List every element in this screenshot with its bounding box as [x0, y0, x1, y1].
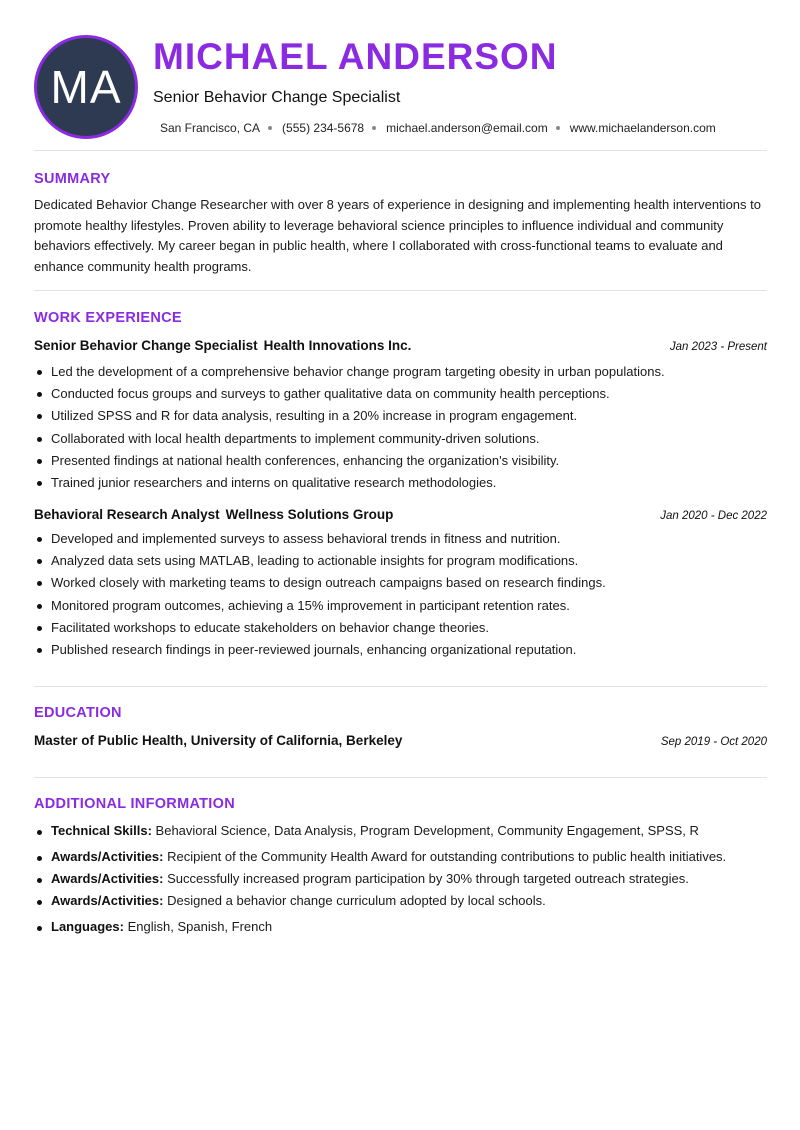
job-company: Health Innovations Inc.	[263, 338, 412, 353]
item-text: Designed a behavior change curriculum adopted by local schools.	[167, 893, 546, 908]
item-label: Awards/Activities:	[51, 849, 164, 864]
contact-location: San Francisco, CA	[160, 121, 261, 135]
separator-dot-icon	[556, 126, 560, 130]
job-bullets	[34, 528, 769, 661]
separator-dot-icon	[372, 126, 376, 130]
education-entry	[34, 733, 767, 748]
avatar-initials: MA	[50, 61, 122, 113]
education-heading: EDUCATION	[34, 705, 122, 721]
job-header	[34, 338, 767, 353]
additional-info-heading: ADDITIONAL INFORMATION	[34, 796, 235, 812]
job-position: Senior Behavior Change Specialist	[34, 338, 258, 353]
contact-phone: (555) 234-5678	[282, 121, 365, 135]
summary-text: Dedicated Behavior Change Researcher with over 8 years of experience in designing and implementing health interventions to promote healthy lifestyles. Proven ability to leverage behavioral science principles to influence individual and community behaviors effectively. My career began in public health, where I collaborated with cross-functional teams to evaluate and enhance community health programs.	[34, 197, 761, 274]
list-item	[34, 823, 699, 838]
list-item	[34, 919, 272, 934]
list-item: Presented findings at national health conferences, enhancing the organization's visibility.	[34, 450, 769, 472]
summary-heading: SUMMARY	[34, 171, 111, 187]
job-dates: Jan 2020 - Dec 2022	[660, 510, 767, 522]
contact-bar	[160, 121, 716, 135]
list-item	[34, 849, 726, 864]
item-label: Languages:	[51, 919, 124, 934]
list-item: Published research findings in peer-reviewed journals, enhancing organizational reputation.	[34, 639, 769, 661]
list-item: Collaborated with local health departments to implement community-driven solutions.	[34, 428, 769, 450]
avatar	[34, 35, 138, 139]
job-company: Wellness Solutions Group	[225, 507, 394, 522]
list-item: Facilitated workshops to educate stakeholders on behavior change theories.	[34, 617, 769, 639]
item-label: Awards/Activities:	[51, 893, 164, 908]
contact-website[interactable]: www.michaelanderson.com	[569, 121, 716, 135]
list-item: Developed and implemented surveys to assess behavioral trends in fitness and nutrition.	[34, 528, 769, 550]
job-bullets	[34, 361, 769, 494]
section-divider	[34, 686, 767, 687]
work-experience-heading: WORK EXPERIENCE	[34, 310, 182, 326]
list-item: Monitored program outcomes, achieving a 15% improvement in participant retention rates.	[34, 595, 769, 617]
item-text: Recipient of the Community Health Award for outstanding contributions to public health initiatives.	[167, 849, 727, 864]
job-header	[34, 507, 767, 522]
candidate-role: Senior Behavior Change Specialist	[153, 89, 401, 106]
section-divider	[34, 150, 767, 151]
job-position: Behavioral Research Analyst	[34, 507, 220, 522]
item-text: Successfully increased program participation by 30% through targeted outreach strategies.	[167, 871, 689, 886]
separator-dot-icon	[268, 126, 272, 130]
degree: Master of Public Health, University of California, Berkeley	[34, 733, 403, 748]
contact-email[interactable]: michael.anderson@email.com	[386, 121, 548, 135]
list-item: Led the development of a comprehensive behavior change program targeting obesity in urban populations.	[34, 361, 769, 383]
job-dates: Jan 2023 - Present	[669, 341, 767, 353]
list-item: Conducted focus groups and surveys to gather qualitative data on community health perceptions.	[34, 383, 769, 405]
item-text: English, Spanish, French	[127, 919, 273, 934]
list-item: Trained junior researchers and interns on qualitative research methodologies.	[34, 472, 769, 494]
list-item	[34, 871, 689, 886]
item-label: Awards/Activities:	[51, 871, 164, 886]
list-item	[34, 893, 546, 908]
candidate-name: MICHAEL ANDERSON	[153, 36, 558, 77]
list-item: Worked closely with marketing teams to design outreach campaigns based on research findings.	[34, 572, 769, 594]
section-divider	[34, 777, 767, 778]
job-title	[34, 338, 411, 353]
item-text: Behavioral Science, Data Analysis, Program Development, Community Engagement, SPSS, R	[155, 823, 699, 838]
list-item: Utilized SPSS and R for data analysis, resulting in a 20% increase in program engagement.	[34, 405, 769, 427]
section-divider	[34, 290, 767, 291]
list-item: Analyzed data sets using MATLAB, leading to actionable insights for program modifications.	[34, 550, 769, 572]
education-dates: Sep 2019 - Oct 2020	[660, 736, 767, 748]
item-label: Technical Skills:	[51, 823, 152, 838]
job-title	[34, 507, 393, 522]
